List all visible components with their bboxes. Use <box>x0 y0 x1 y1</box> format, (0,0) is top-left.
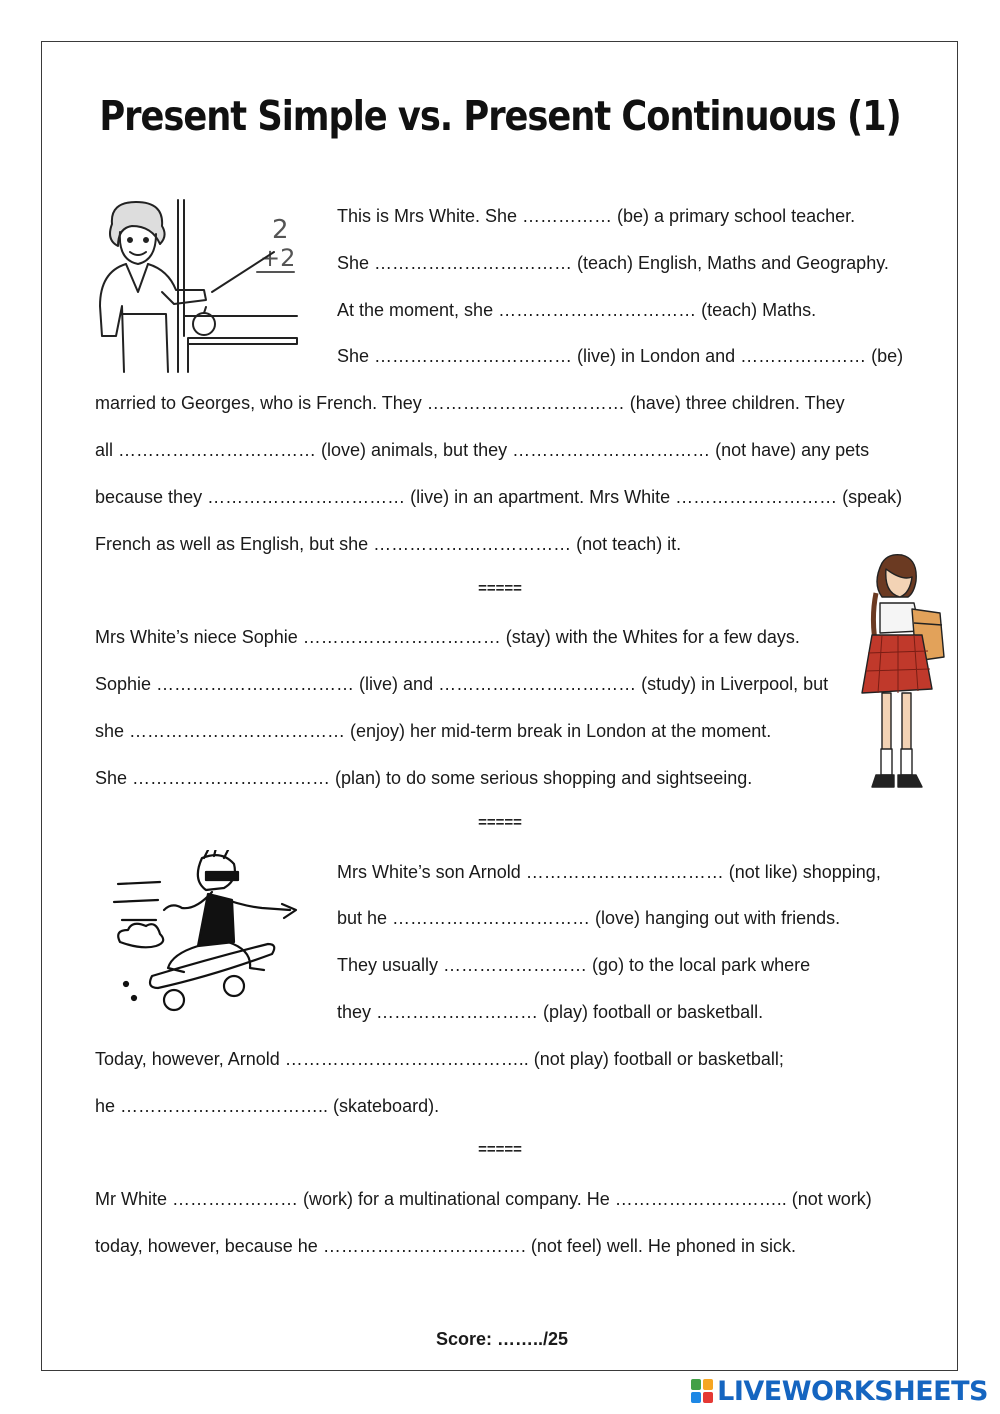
paragraph-line: all …………………………… (love) animals, but they …………………………… (not have) any pets <box>95 440 870 460</box>
svg-text:2: 2 <box>272 215 289 245</box>
footer-brand: LIVEWORKSHEETS <box>717 1375 988 1407</box>
teacher-illustration-icon <box>92 196 302 374</box>
paragraph-line: They usually …………………… (go) to the local park where <box>337 955 811 975</box>
paragraph-line: married to Georges, who is French. They …………………………… (have) three children. They <box>95 393 845 413</box>
paragraph-line: Today, however, Arnold ………………………………….. (not play) football or basketball; <box>95 1049 784 1069</box>
skateboarder-illustration-icon <box>112 850 300 1022</box>
paragraph-line: Mrs White’s son Arnold …………………………… (not like) shopping, <box>337 862 881 882</box>
paragraph-line: French as well as English, but she …………………………… (not teach) it. <box>95 534 682 554</box>
paragraph-line: She …………………………… (plan) to do some serious shopping and sightseeing. <box>95 768 753 788</box>
paragraph-line: Sophie …………………………… (live) and …………………………… (study) in Liverpool, but <box>95 674 829 694</box>
paragraph-line: they ……………………… (play) football or basketball. <box>337 1002 764 1022</box>
page-title: Present Simple vs. Present Continuous (1) <box>99 92 901 140</box>
paragraph-line: At the moment, she …………………………… (teach) Maths. <box>337 300 817 320</box>
paragraph-line: She …………………………… (live) in London and ………………… (be) <box>337 346 904 366</box>
paragraph-line: she ……………………………… (enjoy) her mid-term break in London at the moment. <box>95 721 772 741</box>
paragraph-line: This is Mrs White. She …………… (be) a primary school teacher. <box>337 206 856 226</box>
section-separator: ===== <box>478 814 522 831</box>
section-separator: ===== <box>478 580 522 597</box>
paragraph-line: She …………………………… (teach) English, Maths and Geography. <box>337 253 889 273</box>
paragraph-line: Mr White ………………… (work) for a multinational company. He ……………………….. (not work) <box>95 1189 872 1209</box>
paragraph-line: today, however, because he ……………………………. (not feel) well. He phoned in sick. <box>95 1236 796 1256</box>
svg-text:+2: +2 <box>260 244 296 272</box>
liveworksheets-logo-icon <box>691 1379 713 1403</box>
liveworksheets-footer[interactable] <box>691 1375 988 1407</box>
paragraph-line: but he …………………………… (love) hanging out with friends. <box>337 908 841 928</box>
section-separator: ===== <box>478 1141 522 1158</box>
score-line: Score: ……../25 <box>435 1329 569 1349</box>
paragraph-line: he …………………………….. (skateboard). <box>95 1096 440 1116</box>
paragraph-line: Mrs White’s niece Sophie …………………………… (stay) with the Whites for a few days. <box>95 627 800 647</box>
paragraph-line: because they …………………………… (live) in an apartment. Mrs White ……………………… (speak) <box>95 487 903 507</box>
